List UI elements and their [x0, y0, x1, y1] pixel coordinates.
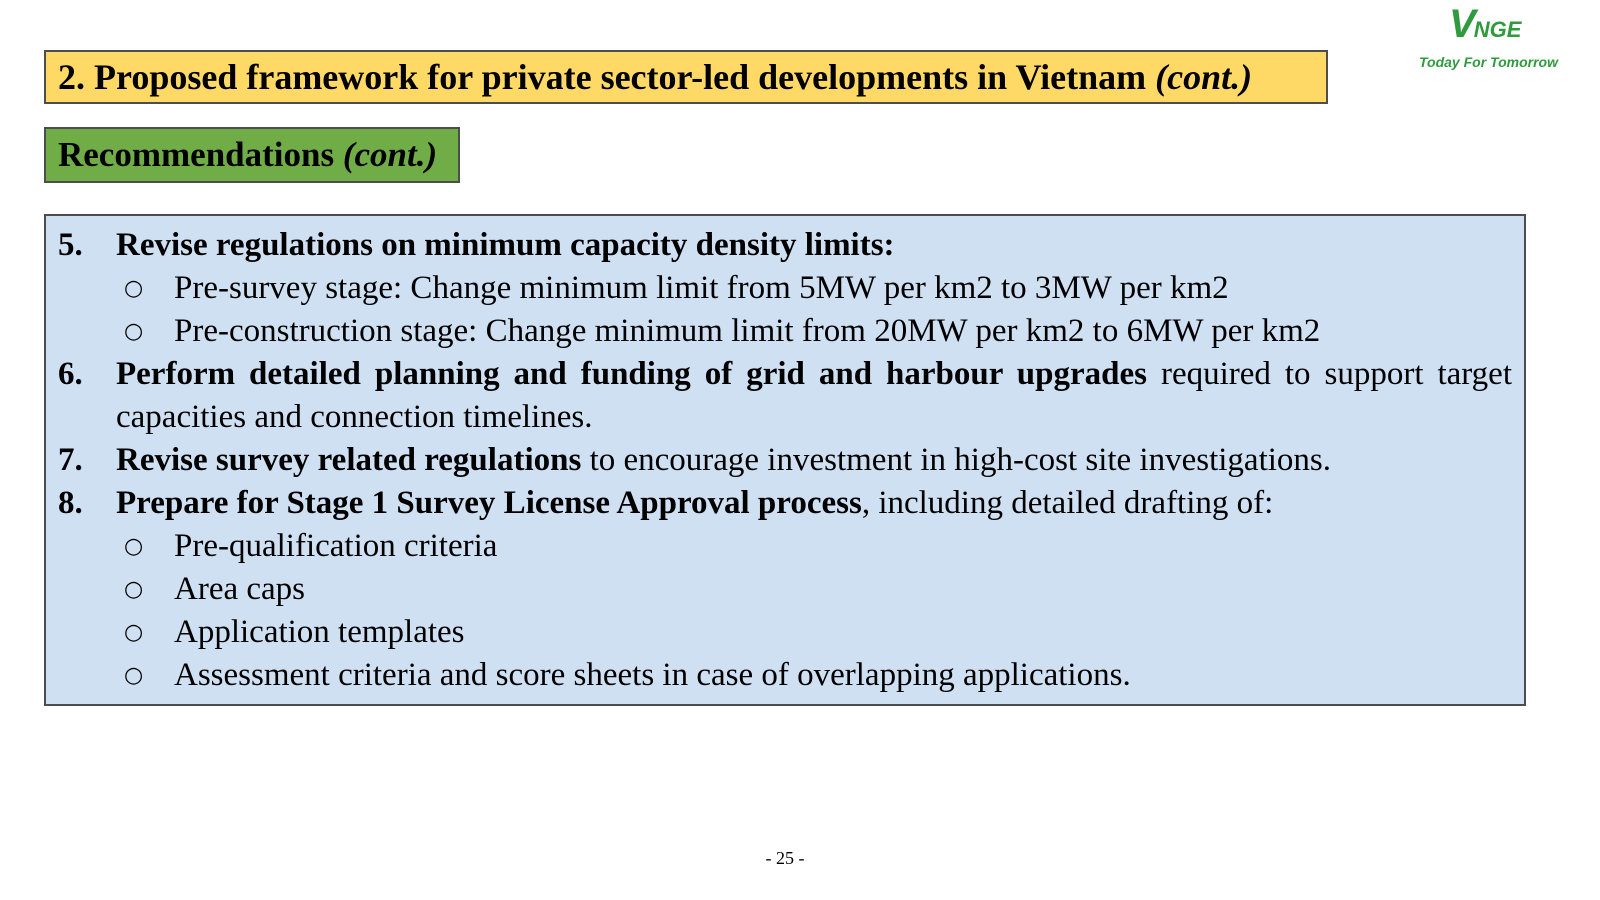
sub-bullet-item	[114, 267, 1512, 310]
sub-bullet-item	[114, 310, 1512, 353]
sub-bullet-text: Pre-construction stage: Change minimum limit from 20MW per km2 to 6MW per km2	[174, 313, 1321, 349]
sub-bullet-item	[114, 525, 1512, 568]
section-heading	[44, 127, 460, 183]
item-rest-text: , including detailed drafting of:	[861, 485, 1274, 521]
sub-bullet-text: Pre-survey stage: Change minimum limit from 5MW per km2 to 3MW per km2	[174, 270, 1229, 306]
slide-title	[44, 50, 1328, 104]
logo-letters: NGE	[1473, 17, 1522, 42]
item-text	[116, 224, 1512, 267]
circle-bullet-icon: ○	[124, 577, 144, 602]
section-heading-suffix: (cont.)	[342, 135, 438, 174]
circle-bullet-icon: ○	[124, 534, 144, 559]
sub-bullet-text: Pre-qualification criteria	[174, 528, 498, 564]
item-number: 7.	[58, 442, 83, 478]
sub-bullet-item	[114, 611, 1512, 654]
item-text	[116, 439, 1512, 482]
sub-bullet-text: Area caps	[174, 571, 306, 607]
sub-bullet-item	[114, 568, 1512, 611]
item-text	[116, 482, 1512, 525]
circle-bullet-icon: ○	[124, 663, 144, 688]
recommendation-item	[58, 353, 1512, 439]
logo-letter-v: V	[1449, 2, 1474, 46]
logo-tagline: Today For Tomorrow	[1419, 54, 1558, 70]
page-number: - 25 -	[765, 848, 805, 868]
item-bold-text: Perform detailed planning and funding of grid and harbour upgrades	[116, 356, 1147, 392]
item-number: 8.	[58, 485, 83, 521]
company-logo	[1415, 2, 1565, 82]
slide-title-suffix: (cont.)	[1155, 57, 1253, 97]
section-heading-text: Recommendations	[58, 135, 335, 174]
item-bold-text: Prepare for Stage 1 Survey License Approval process	[116, 485, 862, 521]
circle-bullet-icon: ○	[124, 276, 144, 301]
item-number: 6.	[58, 356, 83, 392]
recommendation-item	[58, 482, 1512, 525]
recommendation-item	[58, 224, 1512, 267]
sub-bullet-item	[114, 654, 1512, 697]
circle-bullet-icon: ○	[124, 620, 144, 645]
circle-bullet-icon: ○	[124, 319, 144, 344]
logo-wordmark	[1449, 2, 1521, 47]
recommendation-item	[58, 439, 1512, 482]
sub-bullet-text: Assessment criteria and score sheets in case of overlapping applications.	[174, 657, 1131, 693]
item-rest-text: required to support target capacities and connection timelines.	[116, 356, 1512, 435]
slide-title-text: 2. Proposed framework for private sector-led developments in Vietnam	[58, 57, 1147, 97]
item-number: 5.	[58, 227, 83, 263]
item-bold-text: Revise survey related regulations	[116, 442, 582, 478]
item-text	[116, 353, 1512, 439]
item-bold-text: Revise regulations on minimum capacity density limits:	[116, 227, 895, 263]
sub-bullet-text: Application templates	[174, 614, 465, 650]
recommendations-panel	[44, 214, 1526, 706]
item-rest-text: to encourage investment in high-cost site investigations.	[581, 442, 1331, 478]
